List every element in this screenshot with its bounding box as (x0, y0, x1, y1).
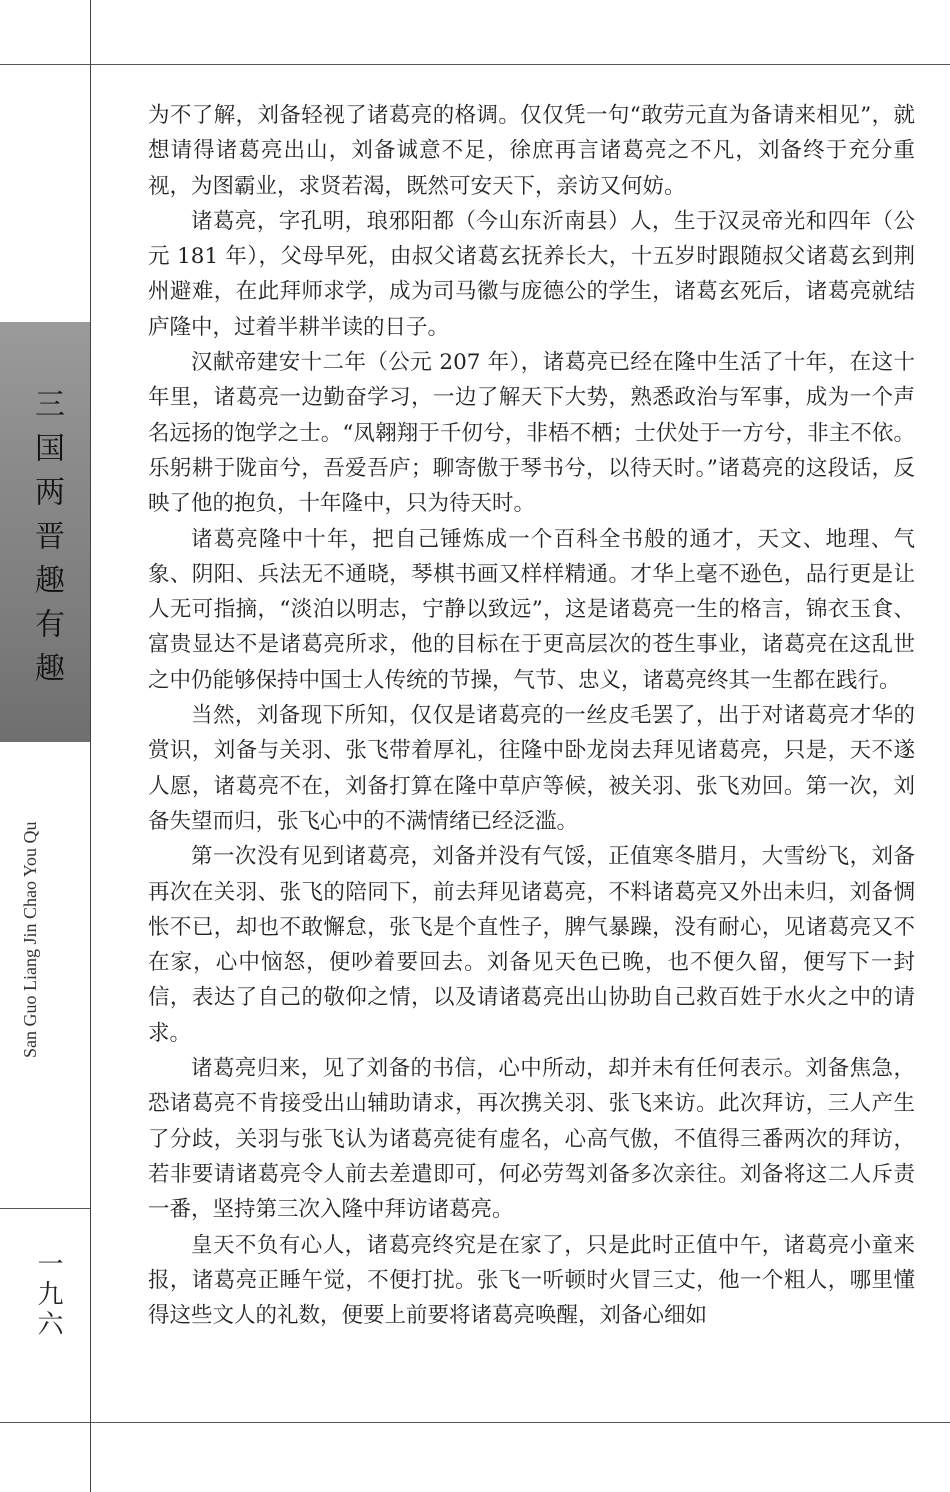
bottom-rule (0, 1422, 950, 1423)
paragraph: 诸葛亮隆中十年，把自己锤炼成一个百科全书般的通才，天文、地理、气象、阴阳、兵法无不通晓，琴棋书画又样样精通。才华上毫不逊色，品行更是让人无可指摘，“淡泊以明志，宁静以致远”，这是诸葛亮一生的格言，锦衣玉食、富贵显达不是诸葛亮所求，他的目标在于更高层次的苍生事业，诸葛亮在这乱世之中仍能够保持中国士人传统的节操，气节、忠义，诸葛亮终其一生都在践行。 (148, 526, 915, 693)
paragraph: 汉献帝建安十二年（公元 207 年），诸葛亮已经在隆中生活了十年，在这十年里，诸葛亮一边勤奋学习，一边了解天下大势，熟悉政治与军事，成为一个声名远扬的饱学之士。“凤翱翔于千仞兮，非梧不栖；士伏处于一方兮，非主不依。乐躬耕于陇亩兮，吾爱吾庐；聊寄傲于琴书兮，以待天时。”诸葛亮的这段话，反映了他的抱负，十年隆中，只为待天时。 (148, 350, 915, 517)
page-number: 一九六 (33, 1250, 63, 1340)
margin-rule (90, 0, 91, 1492)
paragraph: 诸葛亮归来，见了刘备的书信，心中所动，却并未有任何表示。刘备焦急，恐诸葛亮不肯接受出山辅助请求，再次携关羽、张飞来访。此次拜访，三人产生了分歧，关羽与张飞认为诸葛亮徒有虚名，心高气傲，不值得三番两次的拜访，若非要请诸葛亮令人前去差遣即可，何必劳驾刘备多次亲往。刘备将这二人斥责一番，坚持第三次入隆中拜访诸葛亮。 (148, 1056, 915, 1223)
paragraph: 第一次没有见到诸葛亮，刘备并没有气馁，正值寒冬腊月，大雪纷飞，刘备再次在关羽、张飞的陪同下，前去拜见诸葛亮，不料诸葛亮又外出未归，刘备惆怅不已，却也不敢懈怠，张飞是个直性子，脾气暴躁，没有耐心，见诸葛亮又不在家，心中恼怒，便吵着要回去。刘备见天色已晚，也不便久留，便写下一封信，表达了自己的敬仰之情，以及请诸葛亮出山协助自己救百姓于水火之中的请求。 (148, 844, 915, 1046)
top-rule (0, 64, 950, 65)
body-text (148, 98, 915, 1333)
paragraph: 诸葛亮，字孔明，琅邪阳都（今山东沂南县）人，生于汉灵帝光和四年（公元 181 年），父母早死，由叔父诸葛玄抚养长大，十五岁时跟随叔父诸葛玄到荆州避难，在此拜师求学，成为司马徽与庞德公的学生，诸葛玄死后，诸葛亮就结庐隆中，过着半耕半读的日子。 (148, 208, 915, 340)
paragraph: 当然，刘备现下所知，仅仅是诸葛亮的一丝皮毛罢了，出于对诸葛亮才华的赏识，刘备与关羽、张飞带着厚礼，往隆中卧龙岗去拜见诸葛亮，只是，天不遂人愿，诸葛亮不在，刘备打算在隆中草庐等候，被关羽、张飞劝回。第一次，刘备失望而归，张飞心中的不满情绪已经泛滥。 (148, 703, 915, 834)
sidebar-divider (0, 1208, 90, 1209)
paragraph: 皇天不负有心人，诸葛亮终究是在家了，只是此时正值中午，诸葛亮小童来报，诸葛亮正睡午觉，不便打扰。张飞一听顿时火冒三丈，他一个粗人，哪里懂得这些文人的礼数，便要上前要将诸葛亮唤醒，刘备心细如 (148, 1232, 915, 1329)
book-title: 三国两晋趣有趣 (29, 388, 64, 696)
book-title-pinyin: San Guo Liang Jin Chao You Qu (20, 821, 40, 1058)
paragraph: 为不了解，刘备轻视了诸葛亮的格调。仅仅凭一句“敢劳元直为备请来相见”，就想请得诸葛亮出山，刘备诚意不足，徐庶再言诸葛亮之不凡，刘备终于充分重视，为图霸业，求贤若渴，既然可安天下，亲访又何妨。 (148, 103, 915, 199)
